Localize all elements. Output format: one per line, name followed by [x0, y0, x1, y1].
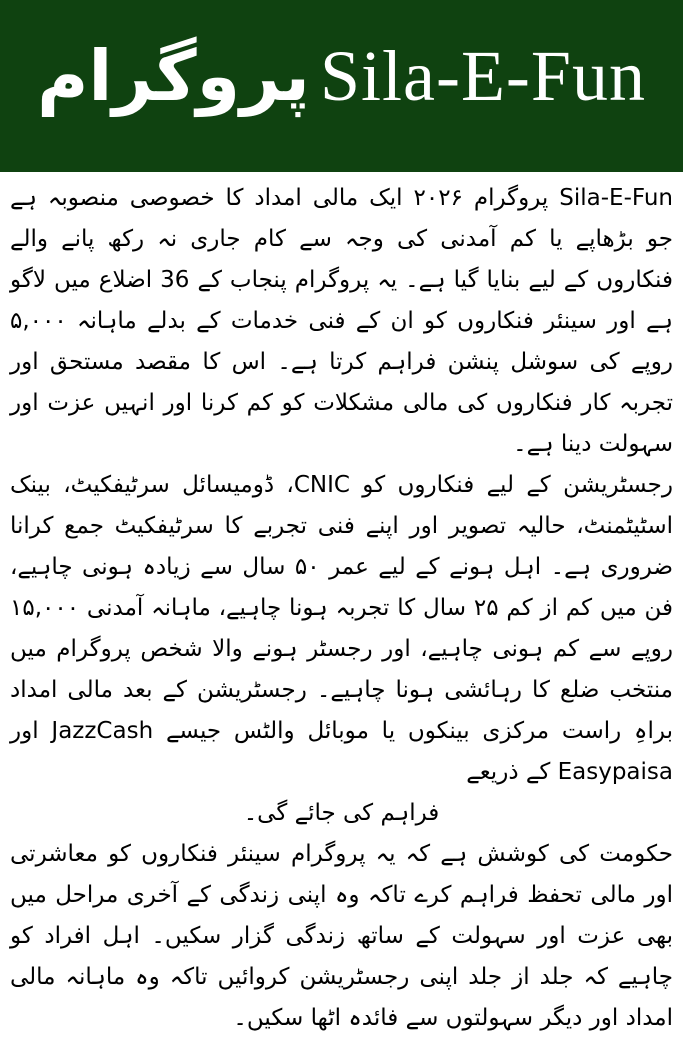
banner-title	[0, 36, 683, 116]
paragraph-intro: Sila-E-Fun پروگرام ۲۰۲۶ ایک مالی امداد کا خصوصی منصوبہ ہے جو بڑھاپے یا کم آمدنی کی وجہ سے کام جاری نہ رکھ پانے والے فنکاروں کے لیے بنایا گیا ہے۔ یہ پروگرام پنجاب کے 36 اضلاع میں لاگو ہے اور سینئر فنکاروں کو ان کے فنی خدمات کے بدلے ماہانہ ۵,۰۰۰ روپے کی سوشل پنشن فراہم کرتا ہے۔ اس کا مقصد مستحق اور تجربہ کار فنکاروں کی مالی مشکلات کو کم کرنا اور انہیں عزت اور سہولت دینا ہے۔	[10, 185, 673, 457]
title-banner	[0, 0, 683, 172]
title-english: Sila-E-Fun	[319, 36, 646, 116]
paragraph-conclusion: حکومت کی کوشش ہے کہ یہ پروگرام سینئر فنکاروں کو معاشرتی اور مالی تحفظ فراہم کرے تاکہ وہ اپنی زندگی کے آخری مراحل میں بھی عزت اور سہولت کے ساتھ زندگی گزار سکیں۔ اہل افراد کو چاہیے کہ جلد از جلد اپنی رجسٹریشن کروائیں تاکہ وہ ماہانہ مالی امداد اور دیگر سہولتوں سے فائدہ اٹھا سکیں۔	[10, 841, 673, 1031]
title-urdu: پروگرام	[37, 35, 310, 117]
paragraph-registration: رجسٹریشن کے لیے فنکاروں کو CNIC، ڈومیسائل سرٹیفکیٹ، بینک اسٹیٹمنٹ، حالیہ تصویر اور اپنے فنی تجربے کا سرٹیفکیٹ جمع کرانا ضروری ہے۔ اہل ہونے کے لیے عمر ۵۰ سال سے زیادہ ہونی چاہیے، فن میں کم از کم ۲۵ سال کا تجربہ ہونا چاہیے، ماہانہ آمدنی ۱۵,۰۰۰ روپے سے کم ہونی چاہیے، اور رجسٹر ہونے والا شخص پروگرام میں منتخب ضلع کا رہائشی ہونا چاہیے۔ رجسٹریشن کے بعد مالی امداد براہِ راست مرکزی بینکوں یا موبائل والٹس جیسے JazzCash اور Easypaisa کے ذریعے	[10, 472, 674, 785]
paragraph-registration-end: فراہم کی جائے گی۔	[243, 800, 440, 826]
article-body	[0, 172, 683, 1039]
